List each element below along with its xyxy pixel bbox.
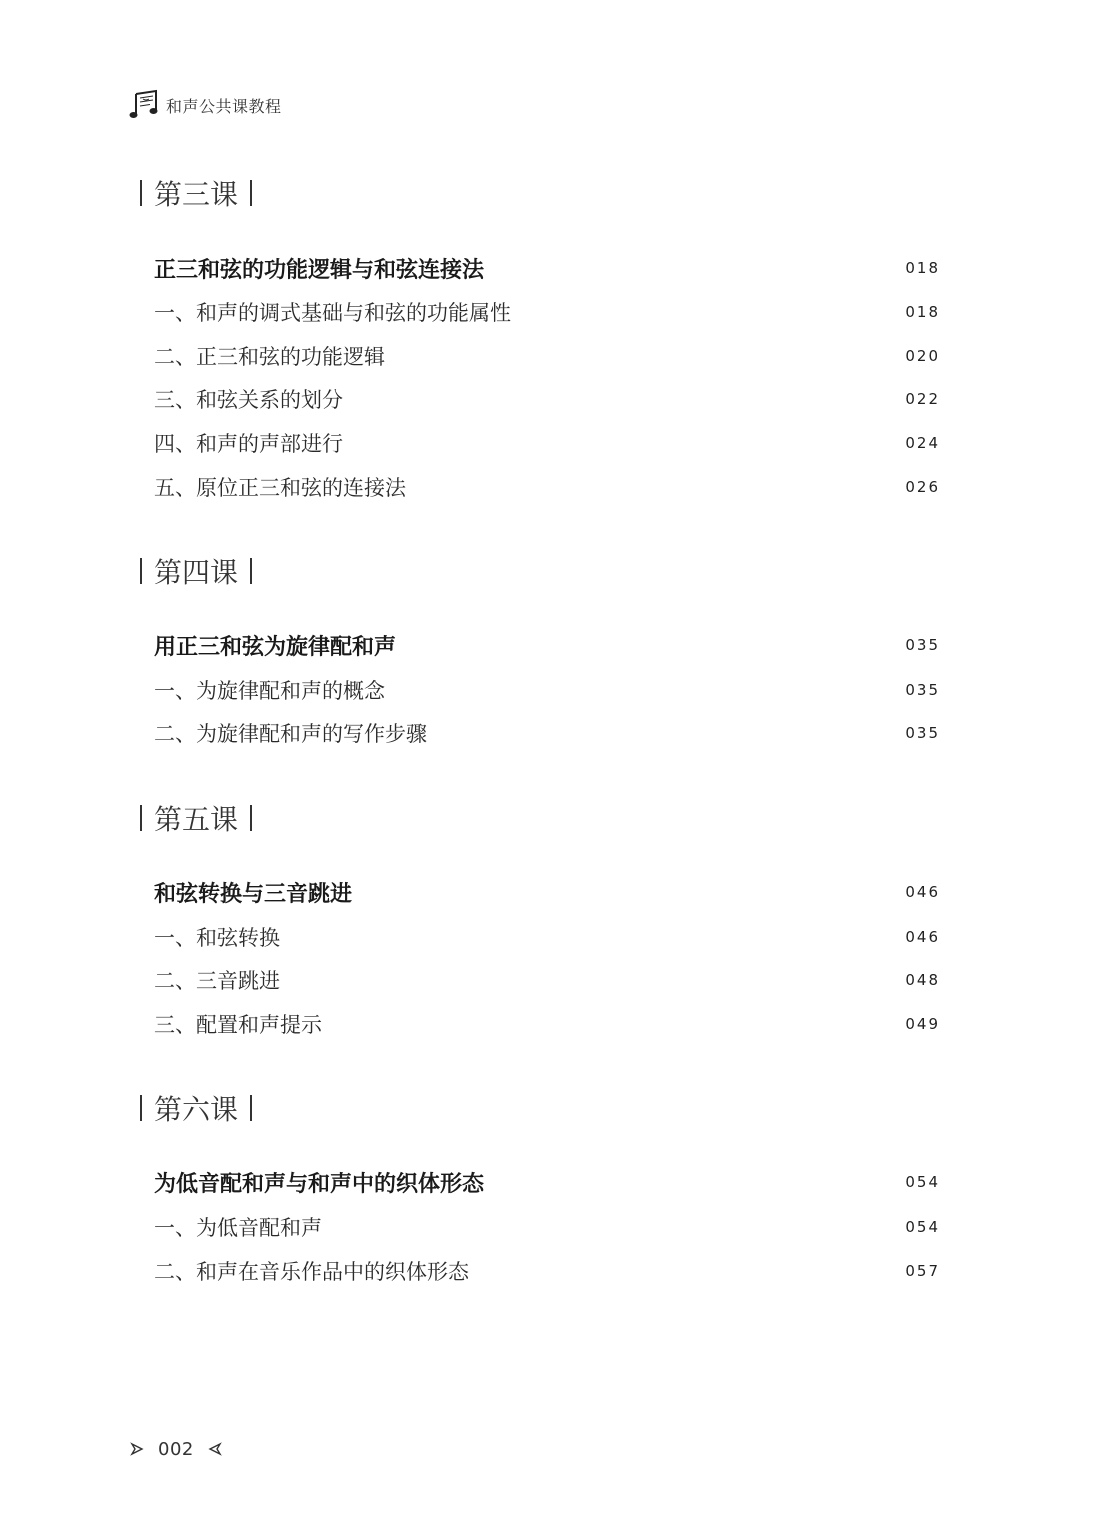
toc-section-row[interactable]: [154, 296, 940, 328]
toc-chapter-row[interactable]: [154, 1166, 940, 1198]
heading-bar-right: [250, 558, 252, 584]
section-title: 一、为低音配和声: [154, 1216, 322, 1240]
section-title: 二、三音跳进: [154, 969, 280, 993]
lesson-heading: [140, 1088, 252, 1128]
lesson-heading: [140, 551, 252, 591]
page-number: 018: [905, 259, 940, 277]
page-number: 035: [905, 724, 940, 742]
section-title: 一、和声的调式基础与和弦的功能属性: [154, 301, 511, 325]
lesson-label: 第四课: [154, 556, 239, 589]
toc-chapter-row[interactable]: [154, 629, 940, 661]
arrow-left-icon: [208, 1442, 222, 1456]
chapter-title: 和弦转换与三音跳进: [154, 880, 353, 907]
heading-bar-left: [140, 1095, 142, 1121]
page-number: 020: [905, 347, 940, 365]
section-title: 三、配置和声提示: [154, 1013, 322, 1037]
toc-chapter-row[interactable]: [154, 252, 940, 284]
heading-bar-right: [250, 1095, 252, 1121]
page-number: 022: [905, 390, 940, 408]
lesson-heading: [140, 173, 252, 213]
page-number: 046: [905, 883, 940, 901]
heading-bar-left: [140, 180, 142, 206]
page-number: 035: [905, 636, 940, 654]
section-title: 一、为旋律配和声的概念: [154, 679, 385, 703]
toc-section-row[interactable]: [154, 383, 940, 415]
toc-section-row[interactable]: [154, 427, 940, 459]
page-number: 046: [905, 928, 940, 946]
page-number: 054: [905, 1218, 940, 1236]
section-title: 一、和弦转换: [154, 926, 280, 950]
page-number: 049: [905, 1015, 940, 1033]
lesson-label: 第五课: [154, 803, 239, 836]
toc-section-row[interactable]: [154, 1008, 940, 1040]
page-number: 026: [905, 478, 940, 496]
page-header: [128, 88, 282, 122]
music-note-icon: [128, 88, 162, 122]
page-number: 018: [905, 303, 940, 321]
section-title: 四、和声的声部进行: [154, 432, 343, 456]
heading-bar-right: [250, 180, 252, 206]
toc-section-row[interactable]: [154, 1211, 940, 1243]
toc-section-row[interactable]: [154, 1255, 940, 1287]
arrow-right-icon: [130, 1442, 144, 1456]
page-number: 054: [905, 1173, 940, 1191]
page-number: 048: [905, 971, 940, 989]
toc-section-row[interactable]: [154, 340, 940, 372]
heading-bar-left: [140, 805, 142, 831]
section-title: 五、原位正三和弦的连接法: [154, 476, 406, 500]
chapter-title: 用正三和弦为旋律配和声: [154, 633, 397, 660]
toc-section-row[interactable]: [154, 674, 940, 706]
page-number: 057: [905, 1262, 940, 1280]
footer-page-number: 002: [158, 1438, 194, 1460]
toc-section-row[interactable]: [154, 921, 940, 953]
lesson-label: 第六课: [154, 1093, 239, 1126]
lesson-label: 第三课: [154, 178, 239, 211]
book-title: 和声公共课教程: [166, 96, 282, 116]
heading-bar-left: [140, 558, 142, 584]
heading-bar-right: [250, 805, 252, 831]
section-title: 二、正三和弦的功能逻辑: [154, 345, 385, 369]
page-number: 024: [905, 434, 940, 452]
toc-section-row[interactable]: [154, 471, 940, 503]
page-number: 035: [905, 681, 940, 699]
toc-section-row[interactable]: [154, 964, 940, 996]
chapter-title: 正三和弦的功能逻辑与和弦连接法: [154, 256, 485, 283]
toc-chapter-row[interactable]: [154, 876, 940, 908]
section-title: 二、和声在音乐作品中的织体形态: [154, 1260, 469, 1284]
toc-section-row[interactable]: [154, 717, 940, 749]
chapter-title: 为低音配和声与和声中的织体形态: [154, 1170, 485, 1197]
section-title: 二、为旋律配和声的写作步骤: [154, 722, 427, 746]
section-title: 三、和弦关系的划分: [154, 388, 343, 412]
page-footer: [130, 1434, 222, 1464]
lesson-heading: [140, 798, 252, 838]
